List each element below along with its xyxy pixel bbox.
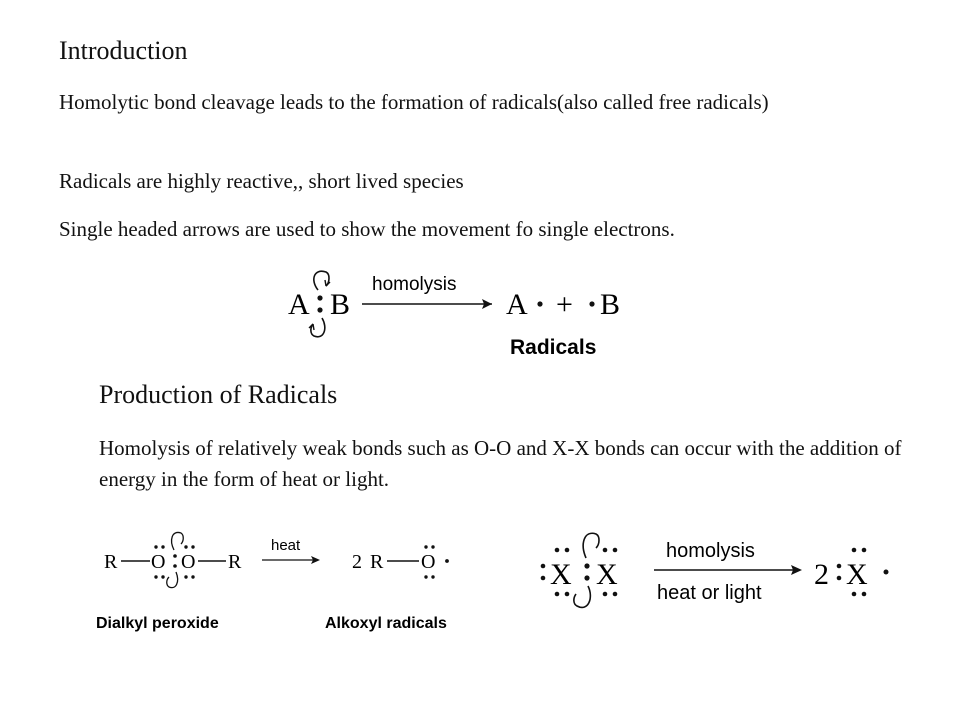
homolysis-scheme-ab: [270, 262, 650, 367]
fishhook-arrow-up-icon: [314, 271, 329, 290]
radical-dot: [589, 301, 594, 306]
oxygen-1: O: [151, 551, 166, 573]
halogen-x-2: X: [596, 558, 618, 591]
bond-electron-dot: [173, 564, 177, 568]
r-product: R: [370, 551, 384, 573]
bond-electron-dot: [584, 575, 589, 580]
arrow-label-homolysis: homolysis: [372, 274, 457, 295]
halogen-x-1: X: [550, 558, 572, 591]
bond-electron-dot: [317, 295, 322, 300]
oxygen-product: O: [421, 551, 436, 573]
radical-dot: [445, 559, 449, 563]
radical-dot: [537, 301, 542, 306]
intro-title: Introduction: [59, 36, 188, 65]
bond-electron-dot: [173, 554, 177, 558]
halogen-x-product: X: [846, 558, 868, 591]
fishhook-arrow-down-icon: [167, 572, 178, 588]
bond-electron-dot: [584, 563, 589, 568]
arrow-label-heat-or-light: heat or light: [657, 582, 762, 604]
halogen-homolysis-scheme: [530, 520, 900, 620]
fishhook-arrow-up-icon: [583, 533, 599, 558]
atom-b: B: [330, 288, 351, 321]
r-right: R: [228, 551, 242, 573]
radicals-caption: Radicals: [510, 336, 597, 359]
intro-paragraph-2: Radicals are highly reactive,, short lived species: [59, 169, 464, 193]
radical-dot: [884, 570, 889, 575]
dialkyl-peroxide-caption: Dialkyl peroxide: [96, 615, 219, 632]
production-paragraph: Homolysis of relatively weak bonds such as O-O and X-X bonds can occur with the addition of energy in the form of heat or light.: [99, 436, 902, 491]
alkoxyl-radicals-caption: Alkoxyl radicals: [325, 615, 447, 632]
intro-paragraph-3: Single headed arrows are used to show the movement fo single electrons.: [59, 217, 675, 241]
peroxide-homolysis-scheme: [90, 522, 510, 637]
bond-electron-dot: [317, 307, 322, 312]
fishhook-arrow-down-icon: [574, 586, 591, 607]
fishhook-arrow-up-icon: [172, 532, 184, 550]
intro-paragraph-1: Homolytic bond cleavage leads to the formation of radicals(also called free radicals): [59, 90, 769, 114]
atom-a: A: [288, 288, 310, 321]
arrow-label-homolysis: homolysis: [666, 540, 755, 562]
product-a: A: [506, 288, 528, 321]
coefficient-2: 2: [814, 558, 829, 591]
oxygen-2: O: [181, 551, 196, 573]
production-title: Production of Radicals: [99, 380, 338, 409]
r-left: R: [104, 551, 118, 573]
coefficient-2: 2: [352, 551, 362, 573]
product-b: B: [600, 288, 621, 321]
plus-sign: +: [556, 288, 573, 321]
arrow-label-heat: heat: [271, 537, 301, 554]
